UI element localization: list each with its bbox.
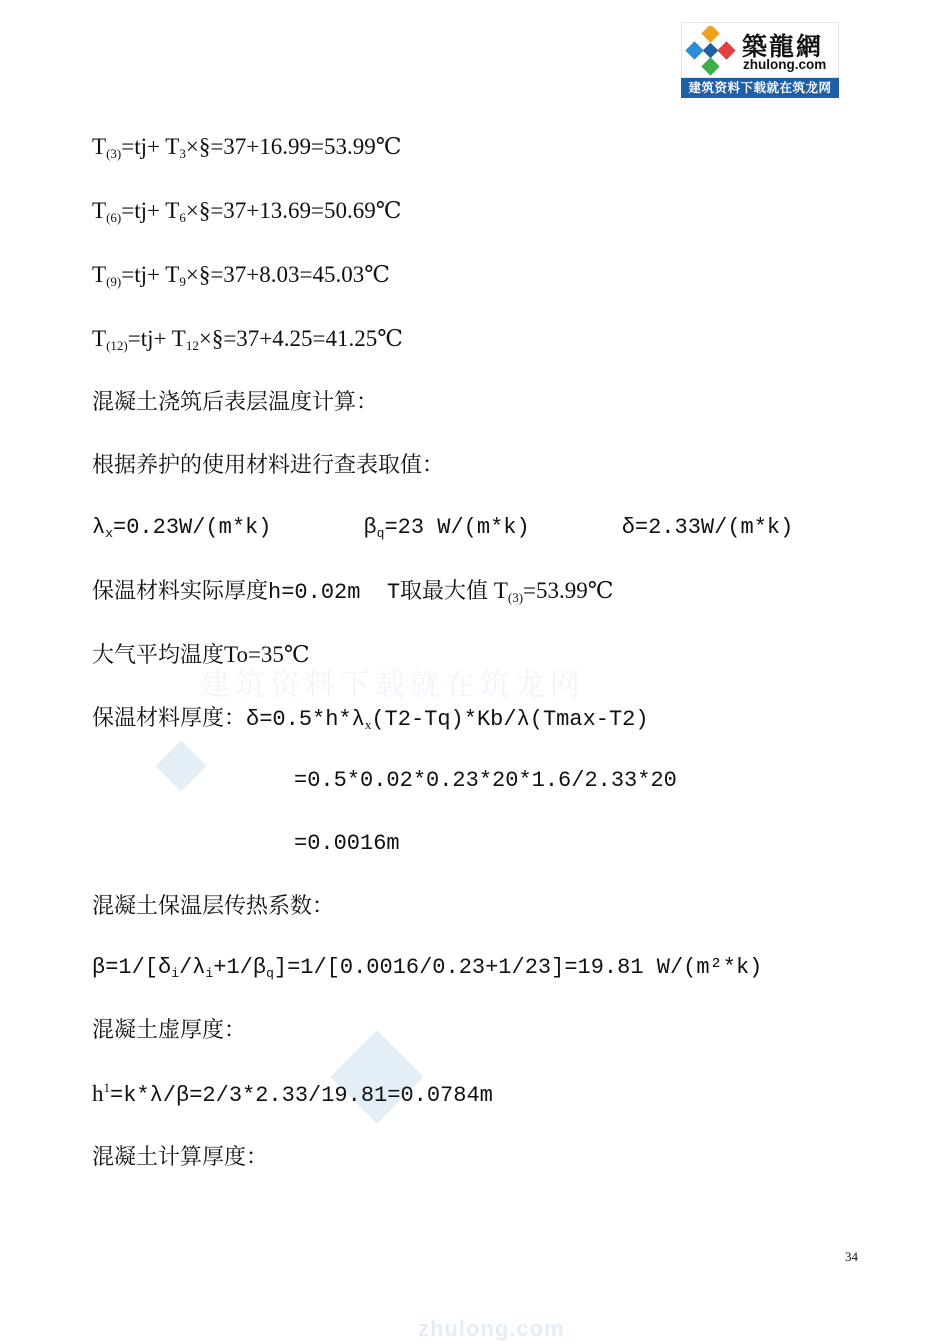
section-heading-virtual-thickness: 混凝土虚厚度： [92, 1018, 247, 1043]
temperature-line-12: $T_{(12)}=tj+$ $T_{12}\times\S=37+4.25=41.25℃$ [92, 326, 403, 353]
logo-chinese-text: 築龍網 [742, 32, 824, 61]
section-heading-calc-thickness: 混凝土计算厚度： [92, 1145, 269, 1170]
zhulong-logo [681, 22, 839, 98]
temperature-line-3: $T_{(3)}=tj+$ $T_3\times\S=37+16.99=53.99℃$ [92, 134, 402, 161]
section-heading-surface-temp: 混凝土浇筑后表层温度计算： [92, 390, 379, 415]
insulation-formula-substitution: =0.5*0.02*0.23*20*1.6/2.33*20 [294, 768, 677, 793]
insulation-thickness-line: 保温材料实际厚度h=0.02m T取最大值 $T_{(3)}=53.99℃$ [92, 578, 614, 605]
logo-domain-text: zhulong.com [743, 57, 827, 72]
footer-watermark: zhulong.com [418, 1316, 565, 1341]
watermark-icon [150, 735, 212, 797]
insulation-formula-result: =0.0016m [294, 831, 400, 856]
heat-transfer-formula: $\beta=1/[\delta_i/\lambda_i+1/\beta_q]=1/[0.0016/0.23+1/23]=19.81$ W/(m²*k) [92, 955, 763, 981]
ambient-temperature-line: 大气平均温度To=35℃ [92, 642, 310, 668]
material-coefficients: $\lambda_x=0.23W/(m*k)$ $\beta_q=23$ W/(m*k) δ=2.33W/(m*k) [92, 515, 794, 541]
insulation-formula-line: 保温材料厚度：$\delta=0.5*h*\lambda_x(T2-Tq)*Kb/\lambda(Tmax-T2)$ [92, 706, 649, 732]
temperature-line-6: $T_{(6)}=tj+$ $T_6\times\S=37+13.69=50.69℃$ [92, 198, 402, 225]
watermark-text: 建筑资料下载就在筑龙网 [200, 668, 585, 703]
section-heading-heat-transfer: 混凝土保温层传热系数： [92, 894, 335, 919]
logo-tagline: 建筑资料下载就在筑龙网 [681, 78, 839, 98]
page-number: 34 [845, 1249, 858, 1264]
zhulong-logo-icon [685, 26, 739, 76]
watermark-icon [322, 1022, 432, 1132]
virtual-thickness-formula: $h^1=k*\lambda/\beta=2/3*2.33/19.81=0.0784m$ [92, 1080, 493, 1108]
temperature-line-9: $T_{(9)}=tj+$ $T_9\times\S=37+8.03=45.03℃$ [92, 262, 390, 289]
section-heading-table-values: 根据养护的使用材料进行查表取值： [92, 453, 445, 478]
